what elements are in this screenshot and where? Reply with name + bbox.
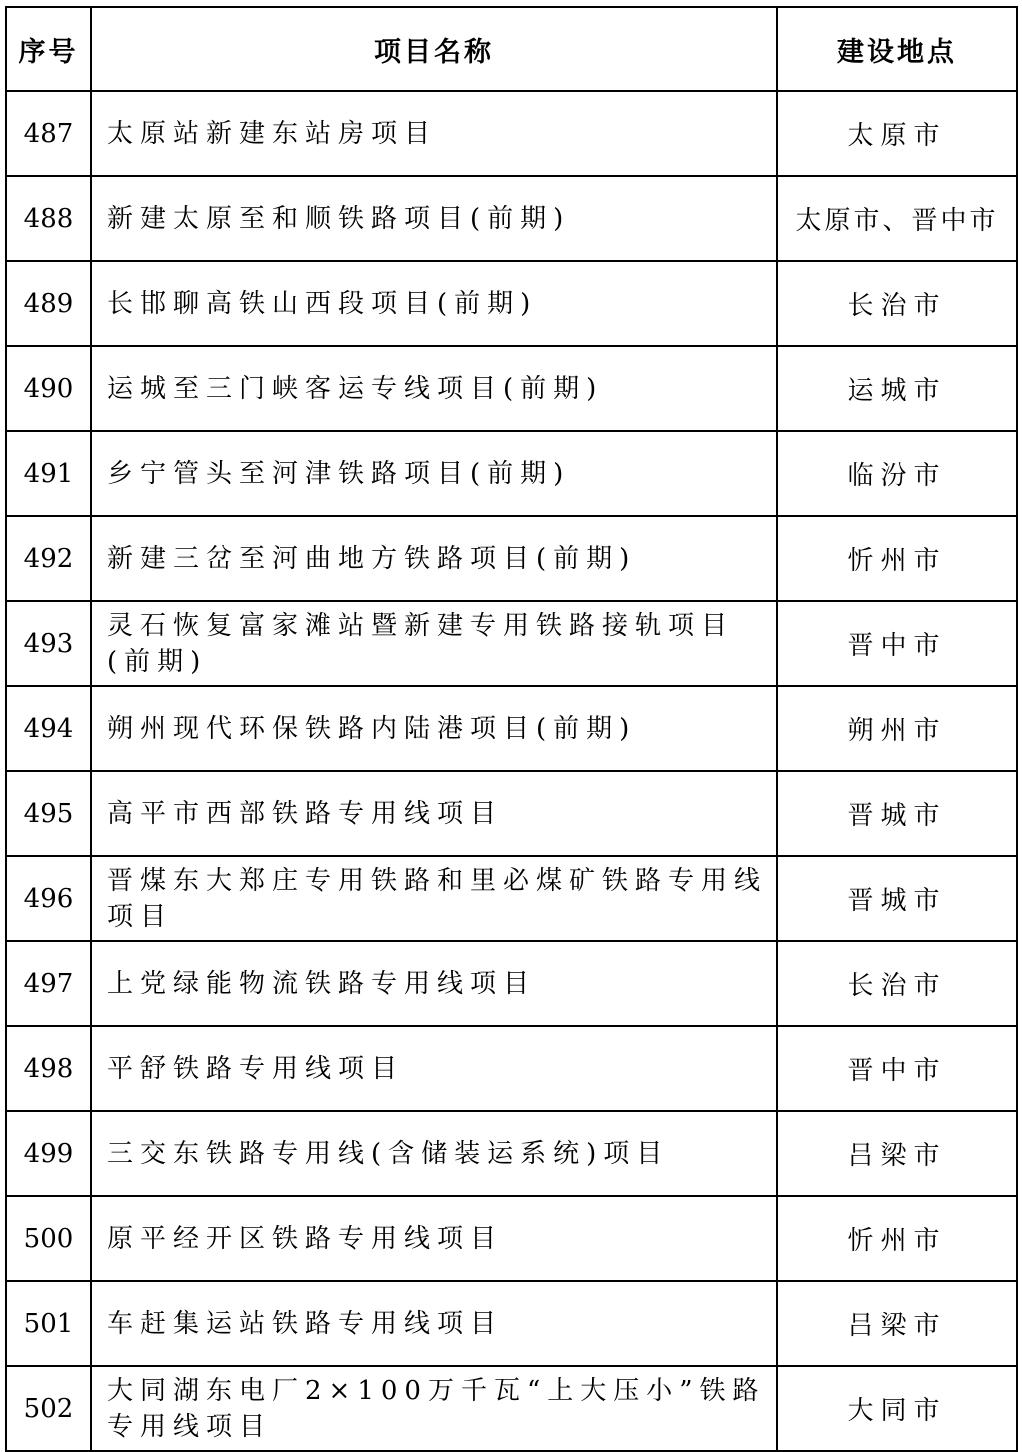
project-location: 长治市 [777, 941, 1017, 1026]
project-name: 灵石恢复富家滩站暨新建专用铁路接轨项目(前期) [91, 601, 777, 686]
row-number: 488 [6, 176, 91, 261]
project-name: 太原站新建东站房项目 [91, 91, 777, 176]
table-row [6, 516, 1017, 601]
project-location: 晋城市 [777, 771, 1017, 856]
table-row [6, 1281, 1017, 1366]
project-location: 晋城市 [777, 856, 1017, 941]
row-number: 494 [6, 686, 91, 771]
project-location: 忻州市 [777, 1196, 1017, 1281]
row-number: 493 [6, 601, 91, 686]
row-number: 502 [6, 1366, 91, 1451]
table-row [6, 261, 1017, 346]
table-row [6, 771, 1017, 856]
table-row [6, 176, 1017, 261]
row-number: 498 [6, 1026, 91, 1111]
project-name: 乡宁管头至河津铁路项目(前期) [91, 431, 777, 516]
table-row [6, 1111, 1017, 1196]
table-row [6, 431, 1017, 516]
project-table [5, 6, 1018, 1452]
project-location: 运城市 [777, 346, 1017, 431]
project-name: 新建三岔至河曲地方铁路项目(前期) [91, 516, 777, 601]
project-location: 忻州市 [777, 516, 1017, 601]
table-row [6, 601, 1017, 686]
header-location: 建设地点 [777, 7, 1017, 91]
project-location: 长治市 [777, 261, 1017, 346]
row-number: 495 [6, 771, 91, 856]
project-location: 晋中市 [777, 601, 1017, 686]
project-name: 上党绿能物流铁路专用线项目 [91, 941, 777, 1026]
header-project-name: 项目名称 [91, 7, 777, 91]
header-row [6, 7, 1017, 91]
table-row [6, 1196, 1017, 1281]
row-number: 490 [6, 346, 91, 431]
row-number: 501 [6, 1281, 91, 1366]
row-number: 496 [6, 856, 91, 941]
row-number: 500 [6, 1196, 91, 1281]
row-number: 492 [6, 516, 91, 601]
project-name: 平舒铁路专用线项目 [91, 1026, 777, 1111]
table-row [6, 1026, 1017, 1111]
project-name: 三交东铁路专用线(含储装运系统)项目 [91, 1111, 777, 1196]
row-number: 497 [6, 941, 91, 1026]
project-location: 太原市、晋中市 [777, 176, 1017, 261]
project-location: 吕梁市 [777, 1111, 1017, 1196]
project-name: 大同湖东电厂2×100万千瓦“上大压小”铁路专用线项目 [91, 1366, 777, 1451]
project-name: 朔州现代环保铁路内陆港项目(前期) [91, 686, 777, 771]
table-row [6, 941, 1017, 1026]
project-location: 朔州市 [777, 686, 1017, 771]
project-name: 晋煤东大郑庄专用铁路和里必煤矿铁路专用线项目 [91, 856, 777, 941]
project-location: 大同市 [777, 1366, 1017, 1451]
project-name: 运城至三门峡客运专线项目(前期) [91, 346, 777, 431]
table-row [6, 856, 1017, 941]
header-number: 序号 [6, 7, 91, 91]
row-number: 489 [6, 261, 91, 346]
row-number: 491 [6, 431, 91, 516]
project-name: 长邯聊高铁山西段项目(前期) [91, 261, 777, 346]
table-row [6, 1366, 1017, 1451]
project-location: 太原市 [777, 91, 1017, 176]
row-number: 487 [6, 91, 91, 176]
table-row [6, 346, 1017, 431]
row-number: 499 [6, 1111, 91, 1196]
table-row [6, 686, 1017, 771]
project-location: 临汾市 [777, 431, 1017, 516]
project-location: 晋中市 [777, 1026, 1017, 1111]
project-name: 高平市西部铁路专用线项目 [91, 771, 777, 856]
project-location: 吕梁市 [777, 1281, 1017, 1366]
project-name: 原平经开区铁路专用线项目 [91, 1196, 777, 1281]
project-name: 车赶集运站铁路专用线项目 [91, 1281, 777, 1366]
project-name: 新建太原至和顺铁路项目(前期) [91, 176, 777, 261]
table-row [6, 91, 1017, 176]
